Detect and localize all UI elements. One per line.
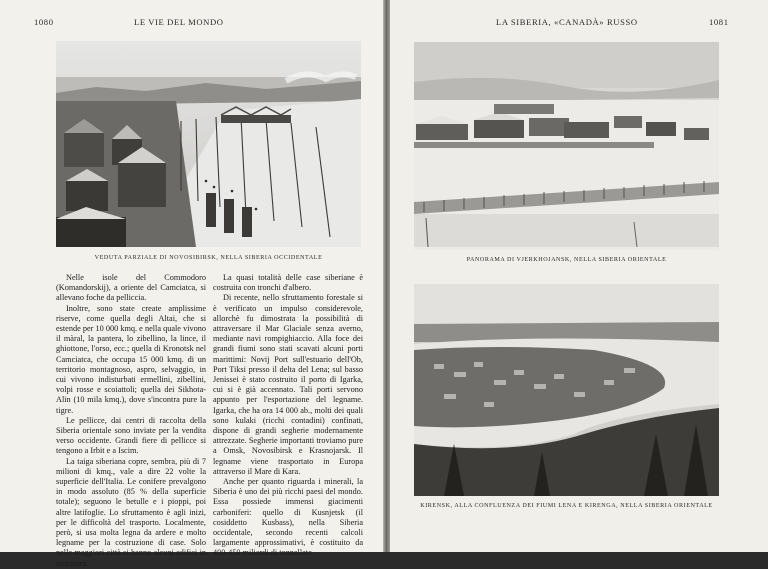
paragraph: La taiga siberiana copre, sembra, più di 7 milioni di kmq., vale a dire 22 volte la superficie dell'Italia. Le conifere prevalgono in modo assoluto (85 % della superficie totale); seguono le betulle e i pioppi, poi altre latifoglie. Lo sfruttamento è agli inizi, per le difficoltà del trasporto. Localmente, però, si usa molta legna da ardere e molto legname per la costruzione di case. Solo nelle maggiori città si hanno alcuni edifici in muratura.: [56, 456, 206, 568]
vjerkhojansk-image: [414, 42, 719, 247]
paragraph: Inoltre, sono state create amplissime riserve, come quella degli Altai, che si estende per 10 000 kmq. e nella quale vivono il màral, la pantera, lo zibellino, la lince, il ghiottone, l'orso, ecc.; quella di Kronotsk nel Camciatca, che occupa 15 000 kmq. di un territorio montagnoso, aspro, selvaggio, in cui vivono indisturbati ermellini, zibellini, volpi rosse e scoiattoli; quella dei Sikhota-Alin (10 mila kmq.), dove s'incontra pure la tigre.: [56, 303, 206, 415]
text-column-2: [213, 273, 363, 559]
photo-caption-novosibirsk: VEDUTA PARZIALE DI NOVOSIBIRSK, NELLA SIBERIA OCCIDENTALE: [94, 255, 323, 261]
running-head-right: LA SIBERIA, «CANADÀ» RUSSO: [496, 17, 638, 27]
photo-caption-vjerkhojansk: PANORAMA DI VJERKHOJANSK, NELLA SIBERIA ORIENTALE: [466, 257, 667, 263]
page-number-right: 1081: [709, 17, 729, 27]
left-page: [0, 0, 383, 568]
paragraph: Di recente, nello sfruttamento forestale si è verificato un impulso considerevole, allorchè fu dimostrata la possibilità di attraversare il Mar Glaciale senza averno, mediante navi rompighiaccio. Alla foce dei grandi fiumi sono stati scavati alcuni porti marittimi: Novij Port sull'estuario dell'Ob, Port Tiksi presso il delta del Lena; sul basso Jenissei è stato costruito il porto di Igarka, cui si è già accennato. Tali porti servono appunto per l'esportazione del legname. Igarka, che ha ora 14 000 ab., molti dei quali sono kulaki (ricchi contadini) confinati, dispone di grandi segherie modernamente attrezzate. Segherie importanti troviamo pure a Omsk, Novosibirsk e Krasnojarsk. Il legname viene trasportato in Europa attraverso il Mare di Kara.: [213, 293, 363, 476]
photo-caption-kirensk: KIRENSK, ALLA CONFLUENZA DEI FIUMI LENA E KIRENGA, NELLA SIBERIA ORIENTALE: [420, 503, 713, 509]
photo-vjerkhojansk: [414, 42, 719, 247]
photo-novosibirsk: [56, 41, 361, 247]
kirensk-image: [414, 284, 719, 496]
photo-kirensk: [414, 284, 719, 496]
page-number-left: 1080: [34, 17, 54, 27]
paragraph: Nelle isole del Commodoro (Komandorskij), a oriente del Camciatca, si allevano foche da pelliccia.: [56, 273, 206, 303]
paragraph: Anche per quanto riguarda i minerali, la Siberia è uno dei più ricchi paesi del mondo. Essa possiede immensi giacimenti carboniferi: quello di Kusnjetsk (il cosiddetto Kusbass), nella Siberia occidentale, secondo recenti calcoli largamente approssimativi, è costituito da 400-450 miliardi di tonnellate: [213, 477, 363, 558]
paragraph: La quasi totalità delle case siberiane è costruita con tronchi d'albero.: [213, 273, 363, 293]
text-column-1: [56, 273, 206, 569]
book-gutter: [383, 0, 390, 552]
running-head-left: LE VIE DEL MONDO: [134, 17, 224, 27]
paragraph: Le pellicce, dai centri di raccolta della Siberia orientale sono inviate per la vendita verso occidente. Grandi fiere di pellicce si tengono a Irbit e a Iscim.: [56, 415, 206, 456]
novosibirsk-image: [56, 41, 361, 247]
right-page: [390, 0, 768, 552]
